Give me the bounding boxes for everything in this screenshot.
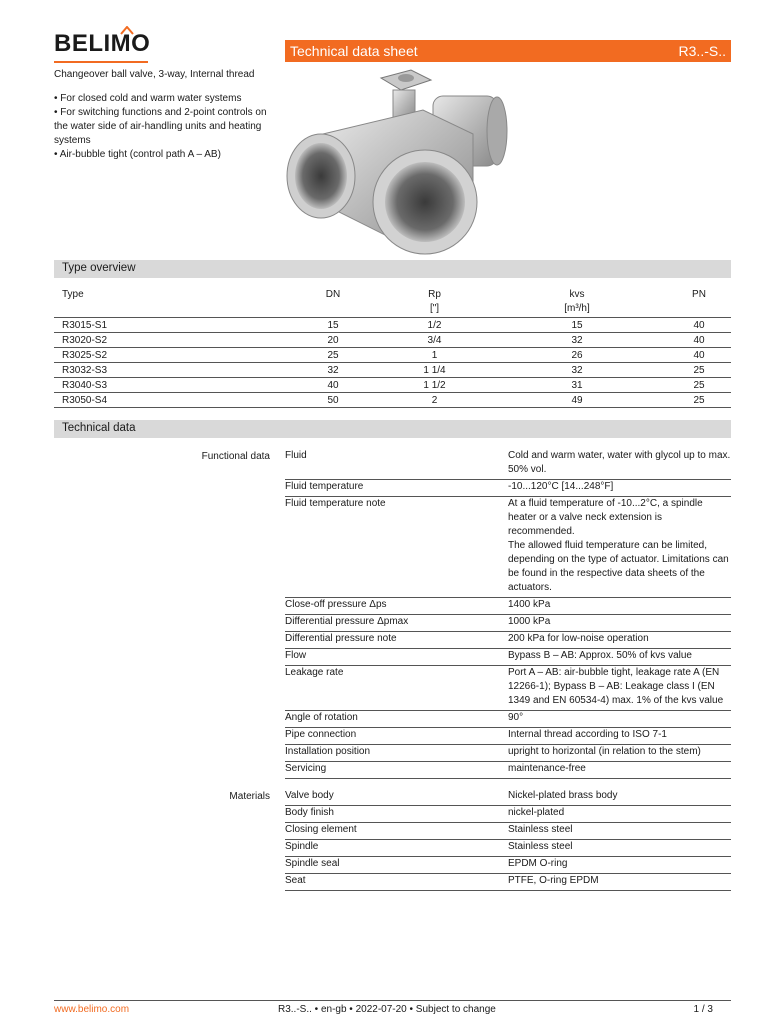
table-row (54, 348, 731, 363)
spec-value: nickel-plated (508, 807, 565, 818)
spec-row (285, 497, 731, 598)
spec-value: -10...120°C [14...248°F] (508, 481, 614, 492)
spec-key: Fluid (285, 450, 307, 461)
spec-key: Valve body (285, 790, 334, 801)
logo-text: BELIMO (54, 30, 151, 57)
cell-pn: 40 (667, 318, 731, 333)
column-unit-kvs: [m³/h] (487, 303, 667, 318)
feature-item: • For switching functions and 2-point controls on the water side of air-handling units and heating systems (54, 107, 267, 146)
logo-mark-icon (120, 26, 134, 35)
footer-website-link[interactable]: www.belimo.com (54, 1004, 130, 1015)
cell-dn: 20 (284, 333, 382, 348)
cell-pn: 40 (667, 348, 731, 363)
cell-type: R3015-S1 (54, 318, 284, 333)
product-subtitle: Changeover ball valve, 3-way, Internal thread (54, 69, 255, 80)
spec-row (285, 480, 731, 497)
header-bar (285, 40, 731, 62)
spec-key: Spindle seal (285, 858, 340, 869)
spec-row (285, 649, 731, 666)
column-unit-rp: ["] (382, 303, 487, 318)
spec-key: Leakage rate (285, 667, 344, 678)
spec-key: Fluid temperature note (285, 498, 386, 509)
document-title: Technical data sheet (290, 43, 418, 59)
cell-rp: 1 1/2 (382, 378, 487, 393)
cell-type: R3040-S3 (54, 378, 284, 393)
spec-row (285, 632, 731, 649)
cell-rp: 2 (382, 393, 487, 408)
table-row (54, 333, 731, 348)
spec-value: upright to horizontal (in relation to the stem) (508, 746, 701, 757)
cell-dn: 32 (284, 363, 382, 378)
spec-value: Cold and warm water, water with glycol up to max. 50% vol. (508, 450, 731, 475)
table-row (54, 393, 731, 408)
cell-type: R3020-S2 (54, 333, 284, 348)
page-number: 1 / 3 (693, 1004, 713, 1015)
cell-type: R3025-S2 (54, 348, 284, 363)
spec-row (285, 762, 731, 779)
cell-dn: 40 (284, 378, 382, 393)
spec-value: PTFE, O-ring EPDM (508, 875, 599, 886)
spec-row (285, 449, 731, 480)
footer-info: R3..-S.. • en-gb • 2022-07-20 • Subject to change (278, 1004, 496, 1015)
cell-rp: 1/2 (382, 318, 487, 333)
cell-rp: 3/4 (382, 333, 487, 348)
cell-kvs: 32 (487, 333, 667, 348)
spec-value: maintenance-free (508, 763, 586, 774)
table-row (54, 318, 731, 333)
section-title: Type overview (62, 262, 136, 274)
spec-value: Internal thread according to ISO 7-1 (508, 729, 667, 740)
spec-key: Differential pressure note (285, 633, 397, 644)
column-header-pn: PN (692, 289, 706, 300)
spec-key: Angle of rotation (285, 712, 358, 723)
type-overview-table (54, 289, 731, 408)
spec-row (285, 711, 731, 728)
spec-key: Pipe connection (285, 729, 357, 740)
spec-value: 1000 kPa (508, 616, 551, 627)
cell-pn: 25 (667, 363, 731, 378)
cell-rp: 1 (382, 348, 487, 363)
cell-kvs: 26 (487, 348, 667, 363)
cell-kvs: 15 (487, 318, 667, 333)
materials-label: Materials (229, 791, 270, 802)
spec-row (285, 806, 731, 823)
product-code: R3..-S.. (678, 43, 726, 59)
spec-row (285, 823, 731, 840)
spec-row (285, 615, 731, 632)
spec-key: Close-off pressure Δps (285, 599, 387, 610)
spec-value: 200 kPa for low-noise operation (508, 633, 649, 644)
spec-row (285, 745, 731, 762)
cell-dn: 50 (284, 393, 382, 408)
spec-key: Body finish (285, 807, 334, 818)
column-header-kvs: kvs (569, 289, 585, 300)
spec-key: Servicing (285, 763, 327, 774)
spec-row (285, 666, 731, 711)
cell-pn: 40 (667, 333, 731, 348)
cell-pn: 25 (667, 393, 731, 408)
spec-row (285, 789, 731, 806)
spec-row (285, 874, 731, 891)
spec-row (285, 857, 731, 874)
spec-value: Bypass B – AB: Approx. 50% of kvs value (508, 650, 692, 661)
spec-value: 90° (508, 712, 524, 723)
feature-list (54, 92, 279, 162)
spec-key: Seat (285, 875, 306, 886)
table-row (54, 363, 731, 378)
spec-value: 1400 kPa (508, 599, 551, 610)
cell-dn: 25 (284, 348, 382, 363)
spec-row (285, 728, 731, 745)
cell-kvs: 31 (487, 378, 667, 393)
spec-value: At a fluid temperature of -10...2°C, a spindle heater or a valve neck extension is recommended. The allowed fluid temperature can be limited, depending on the type of actuator. Limitations can be found in the respective data sheets of the actuators. (508, 498, 729, 593)
cell-rp: 1 1/4 (382, 363, 487, 378)
table-row (54, 378, 731, 393)
cell-pn: 25 (667, 378, 731, 393)
belimo-logo (54, 30, 150, 58)
spec-key: Flow (285, 650, 307, 661)
technical-data-heading (54, 420, 731, 438)
column-header-rp: Rp (428, 289, 441, 300)
section-title: Technical data (62, 422, 136, 434)
spec-value: Stainless steel (508, 841, 573, 852)
cell-type: R3032-S3 (54, 363, 284, 378)
cell-kvs: 49 (487, 393, 667, 408)
spec-value: Nickel-plated brass body (508, 790, 618, 801)
functional-data-label: Functional data (201, 451, 270, 462)
feature-item: • For closed cold and warm water systems (54, 93, 242, 104)
spec-value: EPDM O-ring (508, 858, 568, 869)
type-overview-heading (54, 260, 731, 278)
spec-value: Stainless steel (508, 824, 573, 835)
cell-type: R3050-S4 (54, 393, 284, 408)
column-header-type: Type (62, 289, 84, 300)
feature-item: • Air-bubble tight (control path A – AB) (54, 149, 221, 160)
spec-key: Installation position (285, 746, 371, 757)
cell-dn: 15 (284, 318, 382, 333)
valve-product-image (283, 64, 513, 258)
spec-row (285, 598, 731, 615)
spec-key: Spindle (285, 841, 319, 852)
footer-divider (54, 1000, 731, 1001)
logo-underline (54, 61, 148, 63)
column-header-dn: DN (325, 289, 341, 300)
spec-value: Port A – AB: air-bubble tight, leakage rate A (EN 12266-1); Bypass B – AB: Leakage class I (EN 1349 and EN 60534-4) max. 1% of the kvs value (508, 667, 724, 706)
spec-key: Closing element (285, 824, 357, 835)
spec-row (285, 840, 731, 857)
cell-kvs: 32 (487, 363, 667, 378)
spec-key: Differential pressure Δpmax (285, 616, 409, 627)
spec-key: Fluid temperature (285, 481, 364, 492)
